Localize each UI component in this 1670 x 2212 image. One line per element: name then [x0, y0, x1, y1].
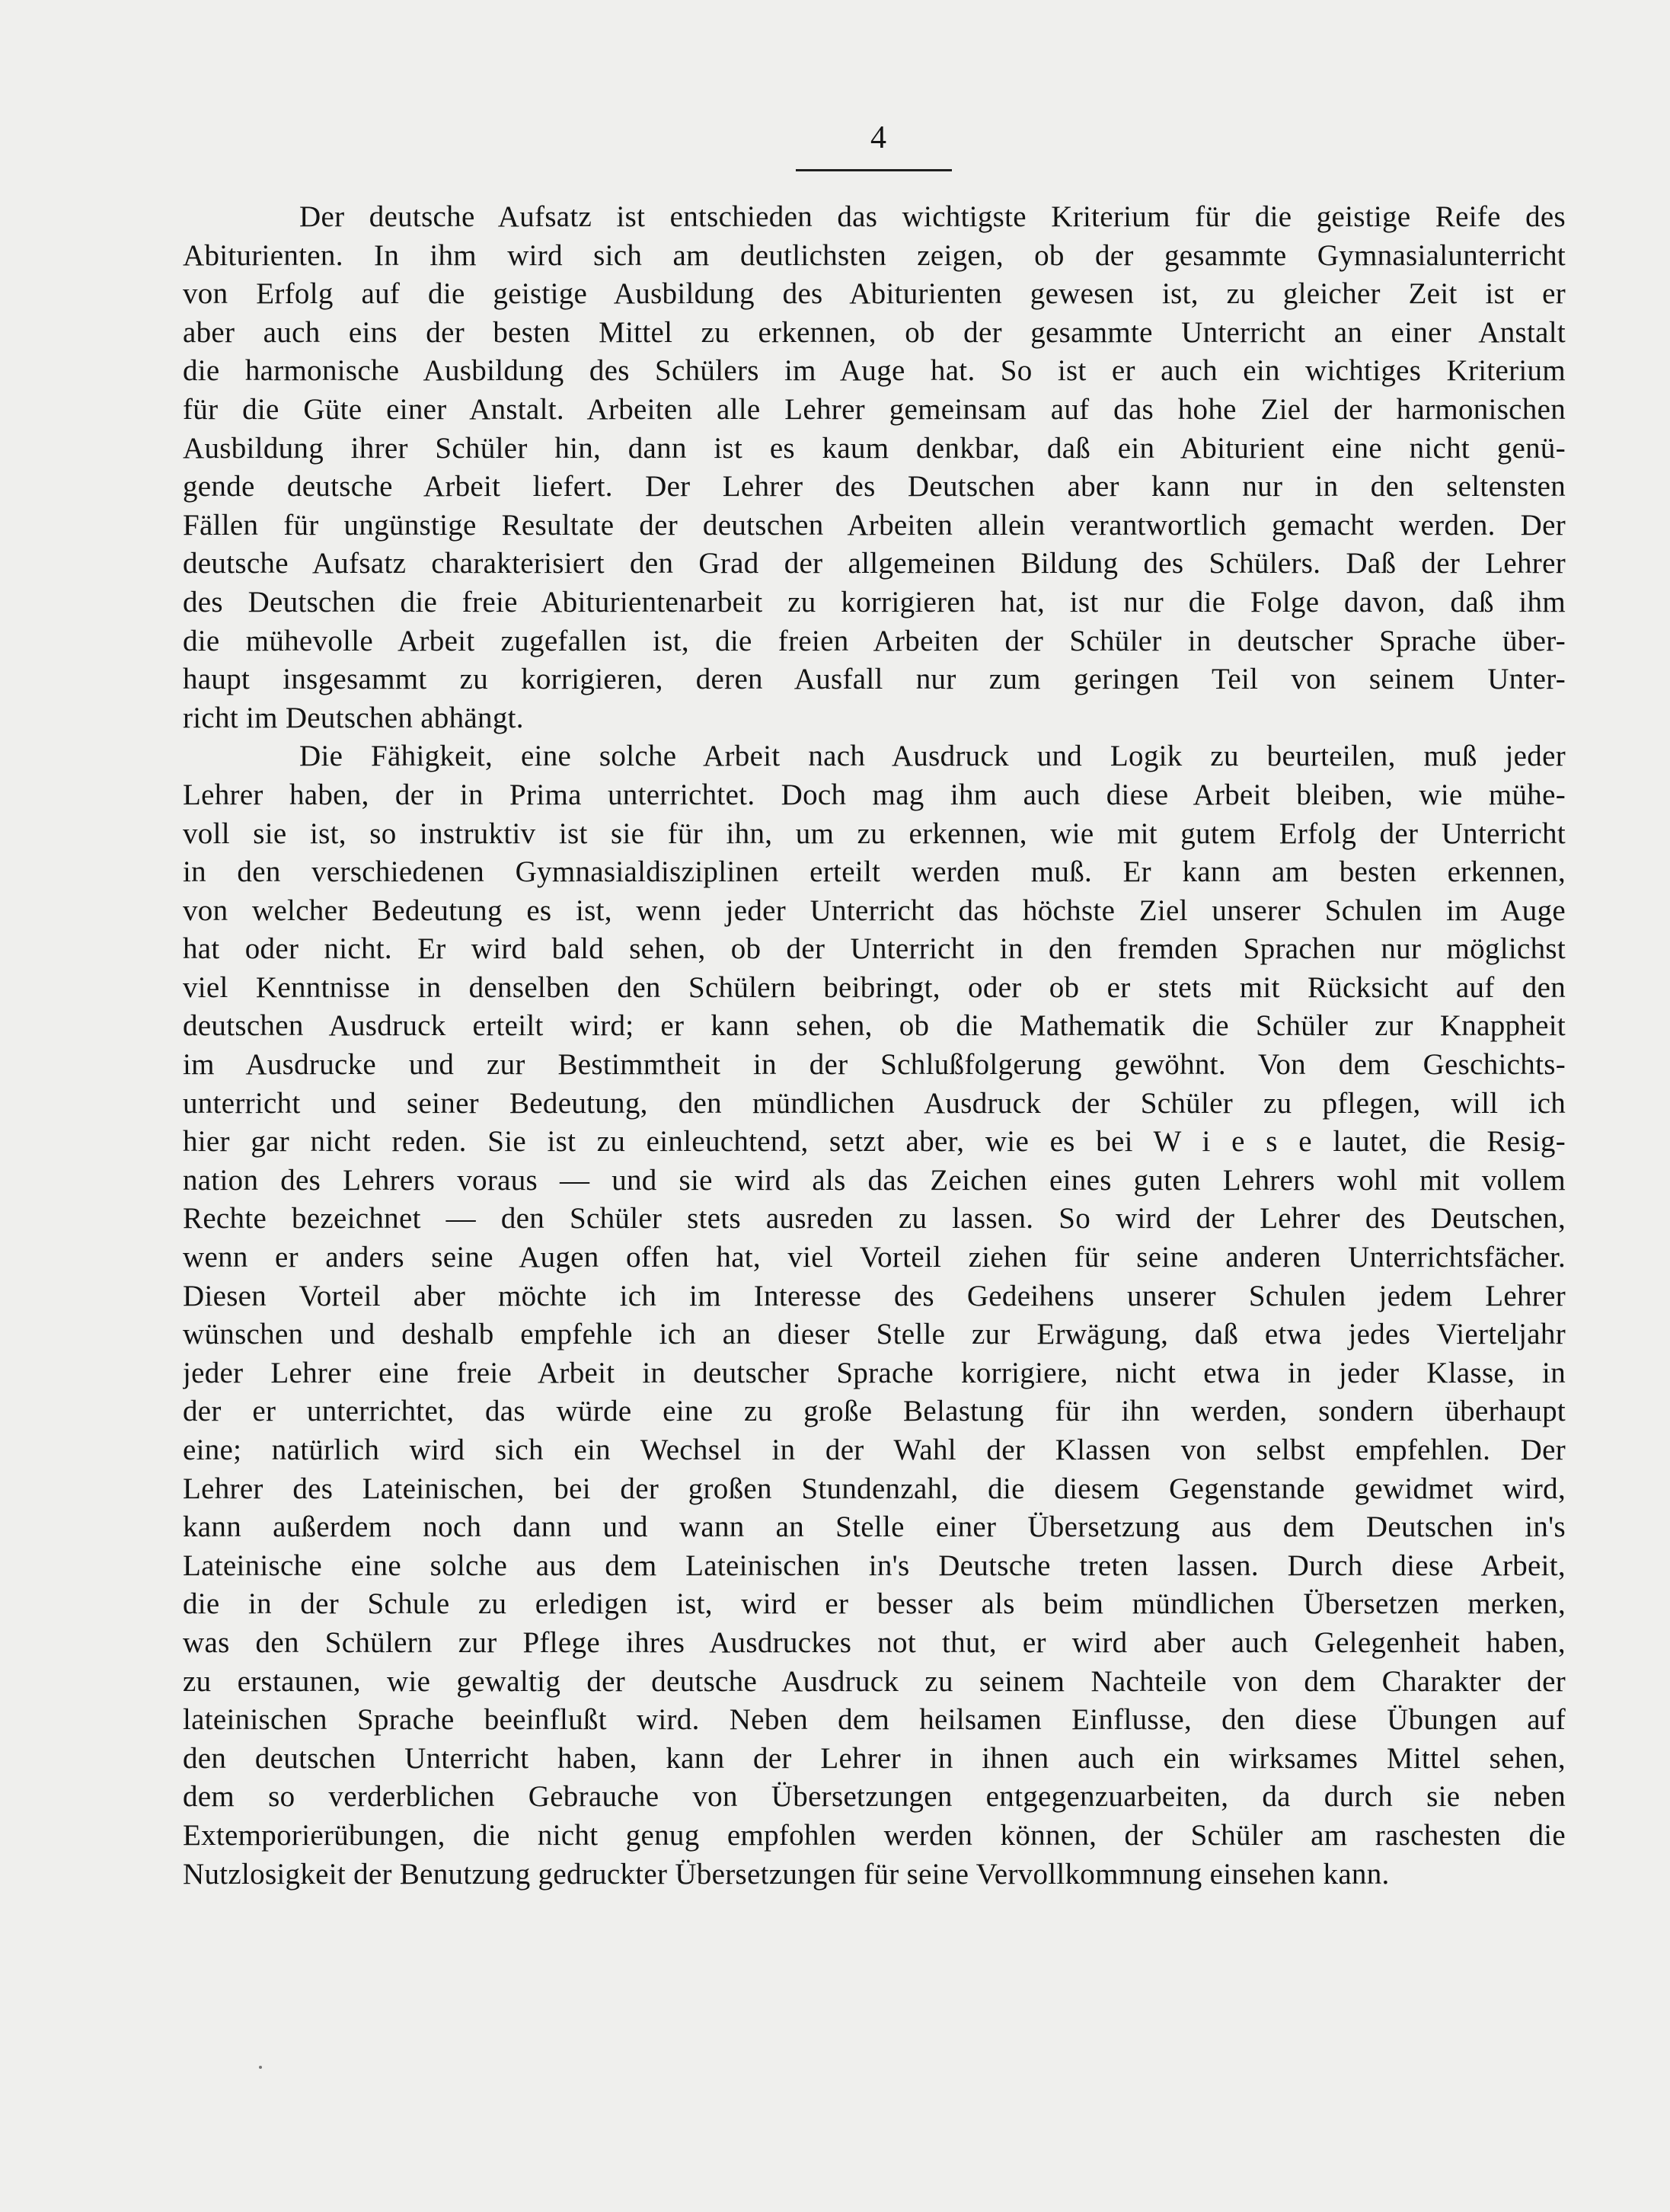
text-line: Fällen für ungünstige Resultate der deutschen Arbeiten allein verantwortlich gemacht werden. Der: [183, 508, 1566, 542]
text-line: eine; natürlich wird sich ein Wechsel in der Wahl der Klassen von selbst empfehlen. Der: [183, 1434, 1566, 1466]
text-line: dem so verderblichen Gebrauche von Übersetzungen entgegenzuarbeiten, da durch sie neben: [183, 1780, 1566, 1814]
text-line: Die Fähigkeit, eine solche Arbeit nach Ausdruck und Logik zu beurteilen, muß jeder: [299, 740, 1566, 773]
text-line: haupt insgesammt zu korrigieren, deren Ausfall nur zum geringen Teil von seinem Unter-: [183, 663, 1566, 696]
text-line: kann außerdem noch dann und wann an Stelle einer Übersetzung aus dem Deutschen in's: [183, 1510, 1566, 1544]
text-line: der er unterrichtet, das würde eine zu große Belastung für ihn werden, sondern überhaupt: [183, 1395, 1566, 1428]
text-line: Diesen Vorteil aber möchte ich im Interesse des Gedeihens unserer Schulen jedem Lehrer: [183, 1279, 1566, 1312]
text-line: die mühevolle Arbeit zugefallen ist, die freien Arbeiten der Schüler in deutscher Sprache über-: [183, 624, 1566, 657]
text-line: des Deutschen die freie Abiturientenarbeit zu korrigieren hat, ist nur die Folge davon, daß ihm: [183, 585, 1566, 619]
text-line: hat oder nicht. Er wird bald sehen, ob der Unterricht in den fremden Sprachen nur möglichst: [183, 932, 1566, 966]
text-line: wenn er anders seine Augen offen hat, viel Vorteil ziehen für seine anderen Unterrichtsfächer.: [183, 1241, 1566, 1274]
text-line: Abiturienten. In ihm wird sich am deutlichsten zeigen, ob der gesammte Gymnasialunterricht: [183, 238, 1566, 272]
text-line: lateinischen Sprache beeinflußt wird. Neben dem heilsamen Einflusse, den diese Übungen auf: [183, 1703, 1566, 1737]
text-line: gende deutsche Arbeit liefert. Der Lehrer des Deutschen aber kann nur in den seltensten: [183, 470, 1566, 503]
text-line: Rechte bezeichnet — den Schüler stets ausreden zu lassen. So wird der Lehrer des Deutschen,: [183, 1202, 1566, 1235]
text-line: Der deutsche Aufsatz ist entschieden das wichtigste Kriterium für die geistige Reife des: [299, 200, 1566, 233]
text-line: viel Kenntnisse in denselben den Schülern beibringt, oder ob er stets mit Rücksicht auf den: [183, 970, 1566, 1004]
text-line: voll sie ist, so instruktiv ist sie für ihn, um zu erkennen, wie mit gutem Erfolg der Unterricht: [183, 817, 1566, 850]
text-line: Lehrer haben, der in Prima unterrichtet. Doch mag ihm auch diese Arbeit bleiben, wie mühe-: [183, 778, 1566, 811]
text-line: jeder Lehrer eine freie Arbeit in deutscher Sprache korrigiere, nicht etwa in jeder Klasse, in: [183, 1356, 1566, 1389]
text-line: für die Güte einer Anstalt. Arbeiten alle Lehrer gemeinsam auf das hohe Ziel der harmonischen: [183, 392, 1566, 426]
text-line: von Erfolg auf die geistige Ausbildung des Abiturienten gewesen ist, zu gleicher Zeit ist er: [183, 277, 1566, 311]
text-line: aber auch eins der besten Mittel zu erkennen, ob der gesammte Unterricht an einer Anstalt: [183, 315, 1566, 349]
text-line: zu erstaunen, wie gewaltig der deutsche Ausdruck zu seinem Nachteile von dem Charakter der: [183, 1664, 1566, 1698]
text-line: richt im Deutschen abhängt.: [183, 701, 524, 734]
text-line: Ausbildung ihrer Schüler hin, dann ist es kaum denkbar, daß ein Abiturient eine nicht genü-: [183, 431, 1566, 465]
paragraph: [183, 198, 1566, 737]
text-line: Lehrer des Lateinischen, bei der großen Stundenzahl, die diesem Gegenstande gewidmet wird,: [183, 1472, 1566, 1505]
text-line: von welcher Bedeutung es ist, wenn jeder Unterricht das höchste Ziel unserer Schulen im Auge: [183, 893, 1566, 927]
page-number-rule: [796, 169, 952, 171]
text-line: Nutzlosigkeit der Benutzung gedruckter Übersetzungen für seine Vervollkommnung einsehen kann.: [183, 1857, 1390, 1891]
page-number: 4: [870, 120, 886, 155]
text-line: hier gar nicht reden. Sie ist zu einleuchtend, setzt aber, wie es bei W i e s e lautet, die Resig-: [183, 1125, 1566, 1159]
text-line: Lateinische eine solche aus dem Lateinischen in's Deutsche treten lassen. Durch diese Arbeit,: [183, 1549, 1566, 1582]
text-line: nation des Lehrers voraus — und sie wird als das Zeichen eines guten Lehrers wohl mit vollem: [183, 1163, 1566, 1197]
text-line: deutschen Ausdruck erteilt wird; er kann sehen, ob die Mathematik die Schüler zur Knappheit: [183, 1009, 1566, 1043]
text-line: deutsche Aufsatz charakterisiert den Grad der allgemeinen Bildung des Schülers. Daß der Lehrer: [183, 547, 1566, 580]
text-line: Extemporierübungen, die nicht genug empfohlen werden können, der Schüler am raschesten die: [183, 1818, 1566, 1852]
text-line: im Ausdrucke und zur Bestimmtheit in der Schlußfolgerung gewöhnt. Von dem Geschichts-: [183, 1048, 1566, 1082]
text-line: den deutschen Unterricht haben, kann der Lehrer in ihnen auch ein wirksames Mittel sehen,: [183, 1741, 1566, 1775]
body-text: [183, 198, 1566, 1894]
text-line: wünschen und deshalb empfehle ich an dieser Stelle zur Erwägung, daß etwa jedes Vierteljahr: [183, 1318, 1566, 1351]
text-line: was den Schülern zur Pflege ihres Ausdruckes not thut, er wird aber auch Gelegenheit haben,: [183, 1625, 1566, 1659]
text-line: die in der Schule zu erledigen ist, wird er besser als beim mündlichen Übersetzen merken,: [183, 1587, 1566, 1621]
text-line: in den verschiedenen Gymnasialdisziplinen erteilt werden muß. Er kann am besten erkennen,: [183, 855, 1566, 889]
text-line: unterricht und seiner Bedeutung, den mündlichen Ausdruck der Schüler zu pflegen, will ich: [183, 1086, 1566, 1120]
paragraph: [183, 737, 1566, 1894]
speckle-mark: [259, 2066, 262, 2069]
text-line: die harmonische Ausbildung des Schülers im Auge hat. So ist er auch ein wichtiges Kriterium: [183, 354, 1566, 388]
